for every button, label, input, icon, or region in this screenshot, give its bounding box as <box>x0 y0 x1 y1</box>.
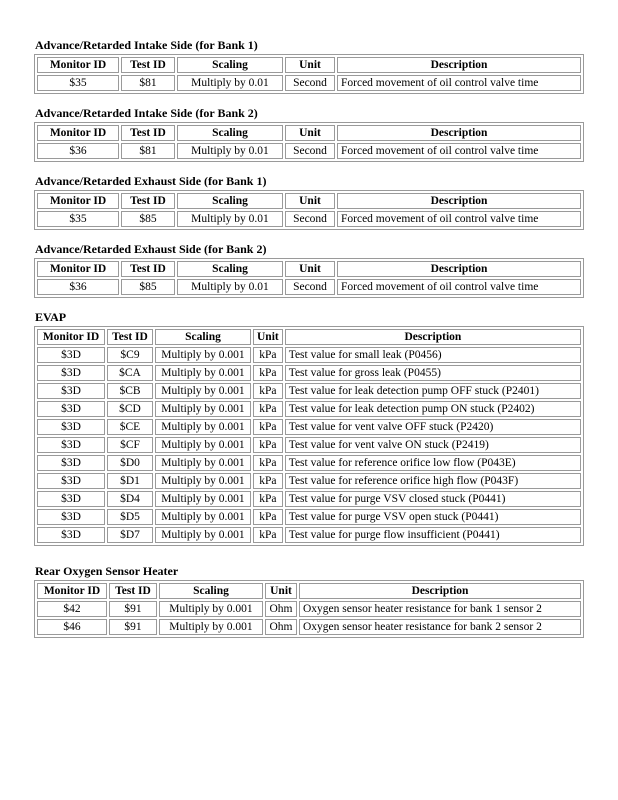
table-row <box>37 383 581 399</box>
table-row <box>37 365 581 381</box>
header-unit: Unit <box>265 583 297 599</box>
cell-description: Forced movement of oil control valve time <box>337 279 581 295</box>
header-monitor-id: Monitor ID <box>37 583 107 599</box>
section-title: Advance/Retarded Exhaust Side (for Bank 2) <box>35 242 267 256</box>
cell-description: Test value for leak detection pump ON stuck (P2402) <box>285 401 581 417</box>
header-scaling: Scaling <box>177 193 283 209</box>
data-table <box>34 190 584 230</box>
cell-description: Oxygen sensor heater resistance for bank 2 sensor 2 <box>299 619 581 635</box>
table-row <box>37 75 581 91</box>
table-row <box>37 619 581 635</box>
cell-test-id: $91 <box>109 619 157 635</box>
header-monitor-id: Monitor ID <box>37 261 119 277</box>
cell-scaling: Multiply by 0.001 <box>155 527 251 543</box>
header-description: Description <box>285 329 581 345</box>
section-title: Advance/Retarded Intake Side (for Bank 2) <box>35 106 258 120</box>
cell-test-id: $CF <box>107 437 153 453</box>
cell-scaling: Multiply by 0.001 <box>155 419 251 435</box>
cell-description: Forced movement of oil control valve time <box>337 143 581 159</box>
cell-scaling: Multiply by 0.001 <box>159 601 263 617</box>
table-row <box>37 143 581 159</box>
cell-monitor-id: $42 <box>37 601 107 617</box>
cell-monitor-id: $36 <box>37 143 119 159</box>
cell-monitor-id: $35 <box>37 75 119 91</box>
cell-unit: Ohm <box>265 601 297 617</box>
header-test-id: Test ID <box>107 329 153 345</box>
cell-scaling: Multiply by 0.001 <box>155 455 251 471</box>
cell-monitor-id: $3D <box>37 437 105 453</box>
header-unit: Unit <box>285 261 335 277</box>
header-test-id: Test ID <box>121 57 175 73</box>
cell-monitor-id: $3D <box>37 383 105 399</box>
cell-test-id: $85 <box>121 211 175 227</box>
data-table <box>34 54 584 94</box>
cell-description: Test value for vent valve OFF stuck (P2420) <box>285 419 581 435</box>
cell-unit: kPa <box>253 383 283 399</box>
cell-monitor-id: $3D <box>37 419 105 435</box>
data-table <box>34 326 584 546</box>
data-table <box>34 258 584 298</box>
section-title: Advance/Retarded Exhaust Side (for Bank 1) <box>35 174 267 188</box>
cell-monitor-id: $46 <box>37 619 107 635</box>
header-description: Description <box>337 261 581 277</box>
cell-description: Forced movement of oil control valve time <box>337 75 581 91</box>
data-table <box>34 580 584 638</box>
header-monitor-id: Monitor ID <box>37 57 119 73</box>
header-test-id: Test ID <box>109 583 157 599</box>
cell-scaling: Multiply by 0.001 <box>155 383 251 399</box>
cell-unit: kPa <box>253 527 283 543</box>
table-row <box>37 473 581 489</box>
cell-description: Oxygen sensor heater resistance for bank 1 sensor 2 <box>299 601 581 617</box>
cell-scaling: Multiply by 0.001 <box>155 401 251 417</box>
cell-unit: kPa <box>253 347 283 363</box>
table-row <box>37 347 581 363</box>
section-intake-bank2 <box>35 106 584 162</box>
table-header-row <box>37 329 581 345</box>
table-header-row <box>37 583 581 599</box>
section-title: Rear Oxygen Sensor Heater <box>35 564 179 578</box>
section-evap <box>35 310 584 546</box>
table-row <box>37 419 581 435</box>
cell-description: Test value for leak detection pump OFF stuck (P2401) <box>285 383 581 399</box>
cell-scaling: Multiply by 0.001 <box>155 437 251 453</box>
header-unit: Unit <box>285 125 335 141</box>
header-test-id: Test ID <box>121 261 175 277</box>
cell-test-id: $C9 <box>107 347 153 363</box>
cell-test-id: $CA <box>107 365 153 381</box>
cell-test-id: $81 <box>121 75 175 91</box>
cell-scaling: Multiply by 0.001 <box>155 347 251 363</box>
header-monitor-id: Monitor ID <box>37 125 119 141</box>
cell-test-id: $91 <box>109 601 157 617</box>
cell-unit: Second <box>285 143 335 159</box>
cell-description: Forced movement of oil control valve time <box>337 211 581 227</box>
cell-scaling: Multiply by 0.01 <box>177 75 283 91</box>
cell-scaling: Multiply by 0.001 <box>155 509 251 525</box>
cell-unit: kPa <box>253 473 283 489</box>
header-unit: Unit <box>285 193 335 209</box>
table-row <box>37 601 581 617</box>
table-header-row <box>37 193 581 209</box>
table-row <box>37 211 581 227</box>
header-scaling: Scaling <box>159 583 263 599</box>
header-description: Description <box>337 125 581 141</box>
cell-description: Test value for purge flow insufficient (P0441) <box>285 527 581 543</box>
data-table <box>34 122 584 162</box>
section-exhaust-bank1 <box>35 174 584 230</box>
cell-unit: Second <box>285 279 335 295</box>
table-row <box>37 527 581 543</box>
cell-monitor-id: $3D <box>37 401 105 417</box>
cell-monitor-id: $3D <box>37 527 105 543</box>
cell-description: Test value for gross leak (P0455) <box>285 365 581 381</box>
header-description: Description <box>337 57 581 73</box>
table-header-row <box>37 125 581 141</box>
cell-unit: kPa <box>253 365 283 381</box>
header-scaling: Scaling <box>177 57 283 73</box>
cell-test-id: $CB <box>107 383 153 399</box>
cell-test-id: $D4 <box>107 491 153 507</box>
table-row <box>37 437 581 453</box>
header-monitor-id: Monitor ID <box>37 329 105 345</box>
header-scaling: Scaling <box>177 125 283 141</box>
cell-test-id: $81 <box>121 143 175 159</box>
cell-unit: kPa <box>253 419 283 435</box>
cell-monitor-id: $3D <box>37 347 105 363</box>
header-scaling: Scaling <box>155 329 251 345</box>
cell-monitor-id: $3D <box>37 509 105 525</box>
header-test-id: Test ID <box>121 193 175 209</box>
cell-unit: Ohm <box>265 619 297 635</box>
cell-monitor-id: $3D <box>37 365 105 381</box>
cell-description: Test value for reference orifice low flow (P043E) <box>285 455 581 471</box>
cell-unit: Second <box>285 211 335 227</box>
cell-monitor-id: $35 <box>37 211 119 227</box>
cell-monitor-id: $3D <box>37 455 105 471</box>
cell-test-id: $D1 <box>107 473 153 489</box>
cell-unit: kPa <box>253 455 283 471</box>
section-title: EVAP <box>35 310 67 324</box>
header-monitor-id: Monitor ID <box>37 193 119 209</box>
cell-scaling: Multiply by 0.01 <box>177 279 283 295</box>
cell-monitor-id: $36 <box>37 279 119 295</box>
cell-description: Test value for reference orifice high flow (P043F) <box>285 473 581 489</box>
section-exhaust-bank2 <box>35 242 584 298</box>
cell-description: Test value for purge VSV closed stuck (P0441) <box>285 491 581 507</box>
cell-unit: kPa <box>253 437 283 453</box>
cell-test-id: $D5 <box>107 509 153 525</box>
cell-unit: kPa <box>253 401 283 417</box>
cell-unit: kPa <box>253 491 283 507</box>
cell-test-id: $CE <box>107 419 153 435</box>
table-row <box>37 491 581 507</box>
cell-scaling: Multiply by 0.001 <box>155 365 251 381</box>
table-header-row <box>37 261 581 277</box>
table-row <box>37 455 581 471</box>
cell-description: Test value for purge VSV open stuck (P0441) <box>285 509 581 525</box>
cell-scaling: Multiply by 0.001 <box>155 491 251 507</box>
cell-description: Test value for vent valve ON stuck (P2419) <box>285 437 581 453</box>
header-scaling: Scaling <box>177 261 283 277</box>
section-intake-bank1 <box>35 38 584 94</box>
cell-test-id: $CD <box>107 401 153 417</box>
cell-scaling: Multiply by 0.001 <box>159 619 263 635</box>
header-test-id: Test ID <box>121 125 175 141</box>
table-row <box>37 279 581 295</box>
cell-test-id: $85 <box>121 279 175 295</box>
header-unit: Unit <box>253 329 283 345</box>
header-description: Description <box>337 193 581 209</box>
header-unit: Unit <box>285 57 335 73</box>
section-title: Advance/Retarded Intake Side (for Bank 1) <box>35 38 258 52</box>
cell-unit: kPa <box>253 509 283 525</box>
header-description: Description <box>299 583 581 599</box>
cell-scaling: Multiply by 0.01 <box>177 211 283 227</box>
table-header-row <box>37 57 581 73</box>
cell-test-id: $D0 <box>107 455 153 471</box>
cell-monitor-id: $3D <box>37 491 105 507</box>
cell-description: Test value for small leak (P0456) <box>285 347 581 363</box>
cell-monitor-id: $3D <box>37 473 105 489</box>
section-rear-oxygen-sensor-heater <box>35 564 584 638</box>
cell-test-id: $D7 <box>107 527 153 543</box>
cell-scaling: Multiply by 0.001 <box>155 473 251 489</box>
table-row <box>37 401 581 417</box>
cell-scaling: Multiply by 0.01 <box>177 143 283 159</box>
table-row <box>37 509 581 525</box>
cell-unit: Second <box>285 75 335 91</box>
